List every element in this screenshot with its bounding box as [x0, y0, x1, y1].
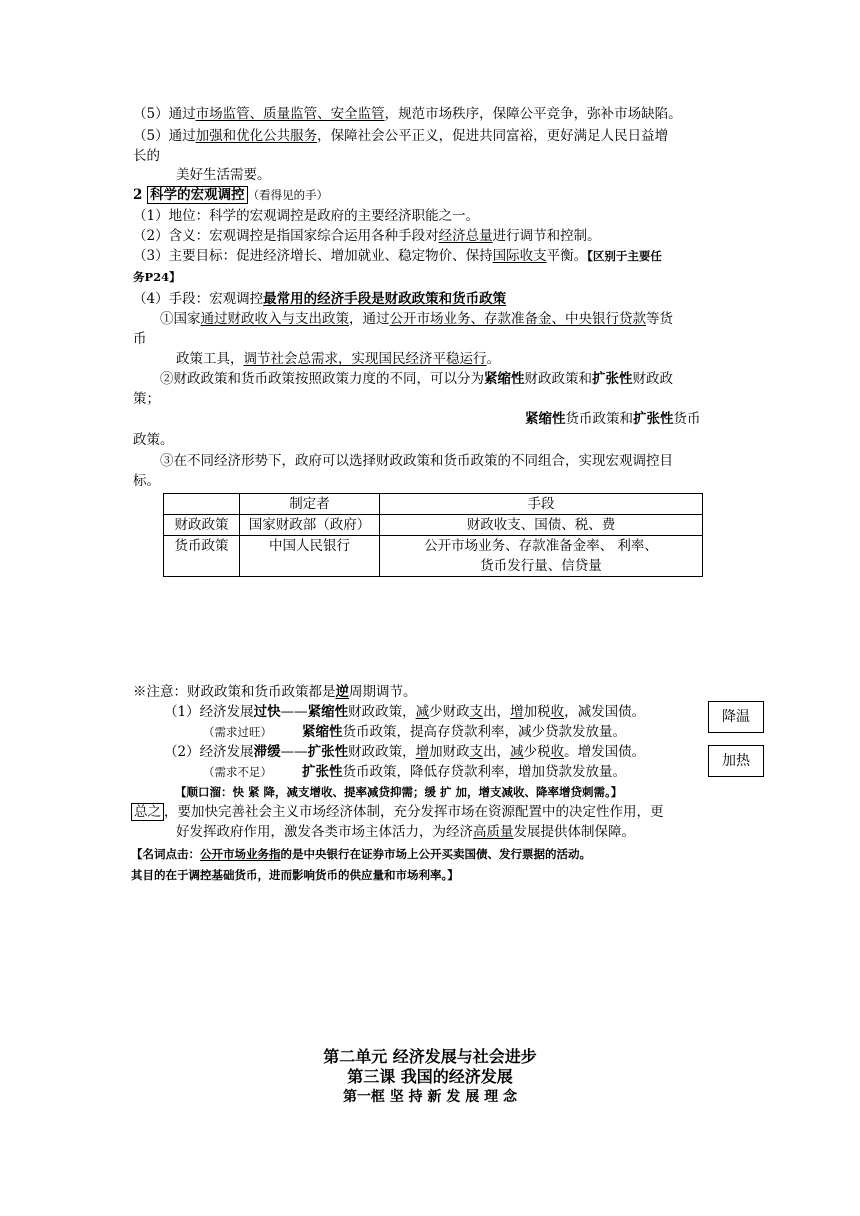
- note-line: 好发挥政府作用，激发各类市场主体活力，为经济高质量发展提供体制保障。: [176, 824, 635, 840]
- text-line: （2）含义：宏观调控是指国家综合运用各种手段对经济总量进行调节和控制。: [133, 228, 601, 244]
- unit-title: 第二单元 经济发展与社会进步: [323, 1047, 537, 1066]
- note-line: （1）经济发展过快——紧缩性财政政策，减少财政支出，增加税收，减发国债。: [164, 704, 646, 720]
- note-line: 总之 ，要加快完善社会主义市场经济体制，充分发挥市场在资源配置中的决定性作用，更: [131, 803, 664, 821]
- term-line: 【名词点击：公开市场业务指的是中央银行在证券市场上公开买卖国债、发行票据的活动。: [131, 847, 591, 861]
- note-line: （需求不足） 扩张性货币政策，降低存贷款利率，增加贷款发放量。: [203, 764, 626, 780]
- section-heading-box: 科学的宏观调控: [147, 186, 248, 204]
- table-cell-line: 公开市场业务、存款准备金率、 利率、: [424, 538, 658, 554]
- table-cell: 货币政策: [164, 536, 240, 577]
- table-row: [164, 515, 703, 536]
- table-cell-line: 货币发行量、信贷量: [480, 558, 602, 574]
- table-cell: 财政收支、国债、税、费: [380, 515, 703, 536]
- table-header-cell: 手段: [380, 494, 703, 515]
- text-line: 紧缩性货币政策和扩张性货币: [525, 411, 701, 427]
- text-line: （4）手段：宏观调控最常用的经济手段是财政政策和货币政策: [133, 291, 507, 307]
- note-line: （需求过旺） 紧缩性货币政策，提高存贷款利率，减少贷款发放量。: [203, 724, 626, 740]
- mnemonic-line: 【顺口溜：快 紧 降，减支增收、提率减贷抑需；缓 扩 加，增支减收、降率增贷刺需。】: [175, 785, 623, 799]
- text-line: 政策工具，调节社会总需求，实现国民经济平稳运行。: [176, 351, 500, 367]
- note-line: ※注意：财政政策和货币政策都是逆周期调节。: [133, 684, 417, 700]
- text-line: 美好生活需要。: [176, 167, 271, 183]
- table-header-cell: 制定者: [240, 494, 380, 515]
- section-heading: 2 科学的宏观调控 （看得见的手）: [133, 187, 329, 203]
- text-line: 长的: [133, 148, 160, 164]
- table-header-row: [164, 494, 703, 515]
- text-line: 政策。: [133, 432, 174, 448]
- cooling-label-box: 降温: [708, 701, 764, 733]
- text-line: （5）通过市场监管、质量监管、安全监管，规范市场秩序，保障公平竞争，弥补市场缺陷。: [133, 106, 682, 122]
- term-line: 其目的在于调控基础货币，进而影响货币的供应量和市场利率。】: [131, 868, 459, 882]
- text-line: 务P24】: [133, 270, 181, 284]
- text-line: 策；: [133, 391, 160, 407]
- text-line: （5）通过加强和优化公共服务，保障社会公平正义，促进共同富裕，更好满足人民日益增: [133, 128, 669, 144]
- text-line: （3）主要目标：促进经济增长、增加就业、稳定物价、保持国际收支平衡。【区别于主要任: [133, 248, 662, 264]
- note-line: （2）经济发展滞缓——扩张性财政政策，增加财政支出，减少税收。增发国债。: [164, 744, 646, 760]
- table-cell: 财政政策: [164, 515, 240, 536]
- table-cell: [380, 536, 703, 577]
- table-cell: 中国人民银行: [240, 536, 380, 577]
- lesson-title: 第三课 我国的经济发展: [347, 1067, 513, 1086]
- table-row: [164, 536, 703, 577]
- table-cell: 国家财政部（政府）: [240, 515, 380, 536]
- text-line: ②财政政策和货币政策按照政策力度的不同，可以分为紧缩性财政政策和扩张性财政政: [160, 371, 673, 387]
- heating-label-box: 加热: [708, 745, 764, 777]
- frame-title: 第一框 坚 持 新 发 展 理 念: [342, 1089, 518, 1105]
- text-line: 币: [133, 331, 147, 347]
- text-line: ③在不同经济形势下，政府可以选择财政政策和货币政策的不同组合，实现宏观调控目: [160, 453, 673, 469]
- text-line: 标。: [133, 473, 160, 489]
- summary-box: 总之: [131, 803, 164, 821]
- text-line: ①国家通过财政收入与支出政策，通过公开市场业务、存款准备金、中央银行贷款等货: [160, 311, 673, 327]
- policy-table: [163, 493, 703, 577]
- text-line: （1）地位：科学的宏观调控是政府的主要经济职能之一。: [133, 208, 480, 224]
- table-header-cell: [164, 494, 240, 515]
